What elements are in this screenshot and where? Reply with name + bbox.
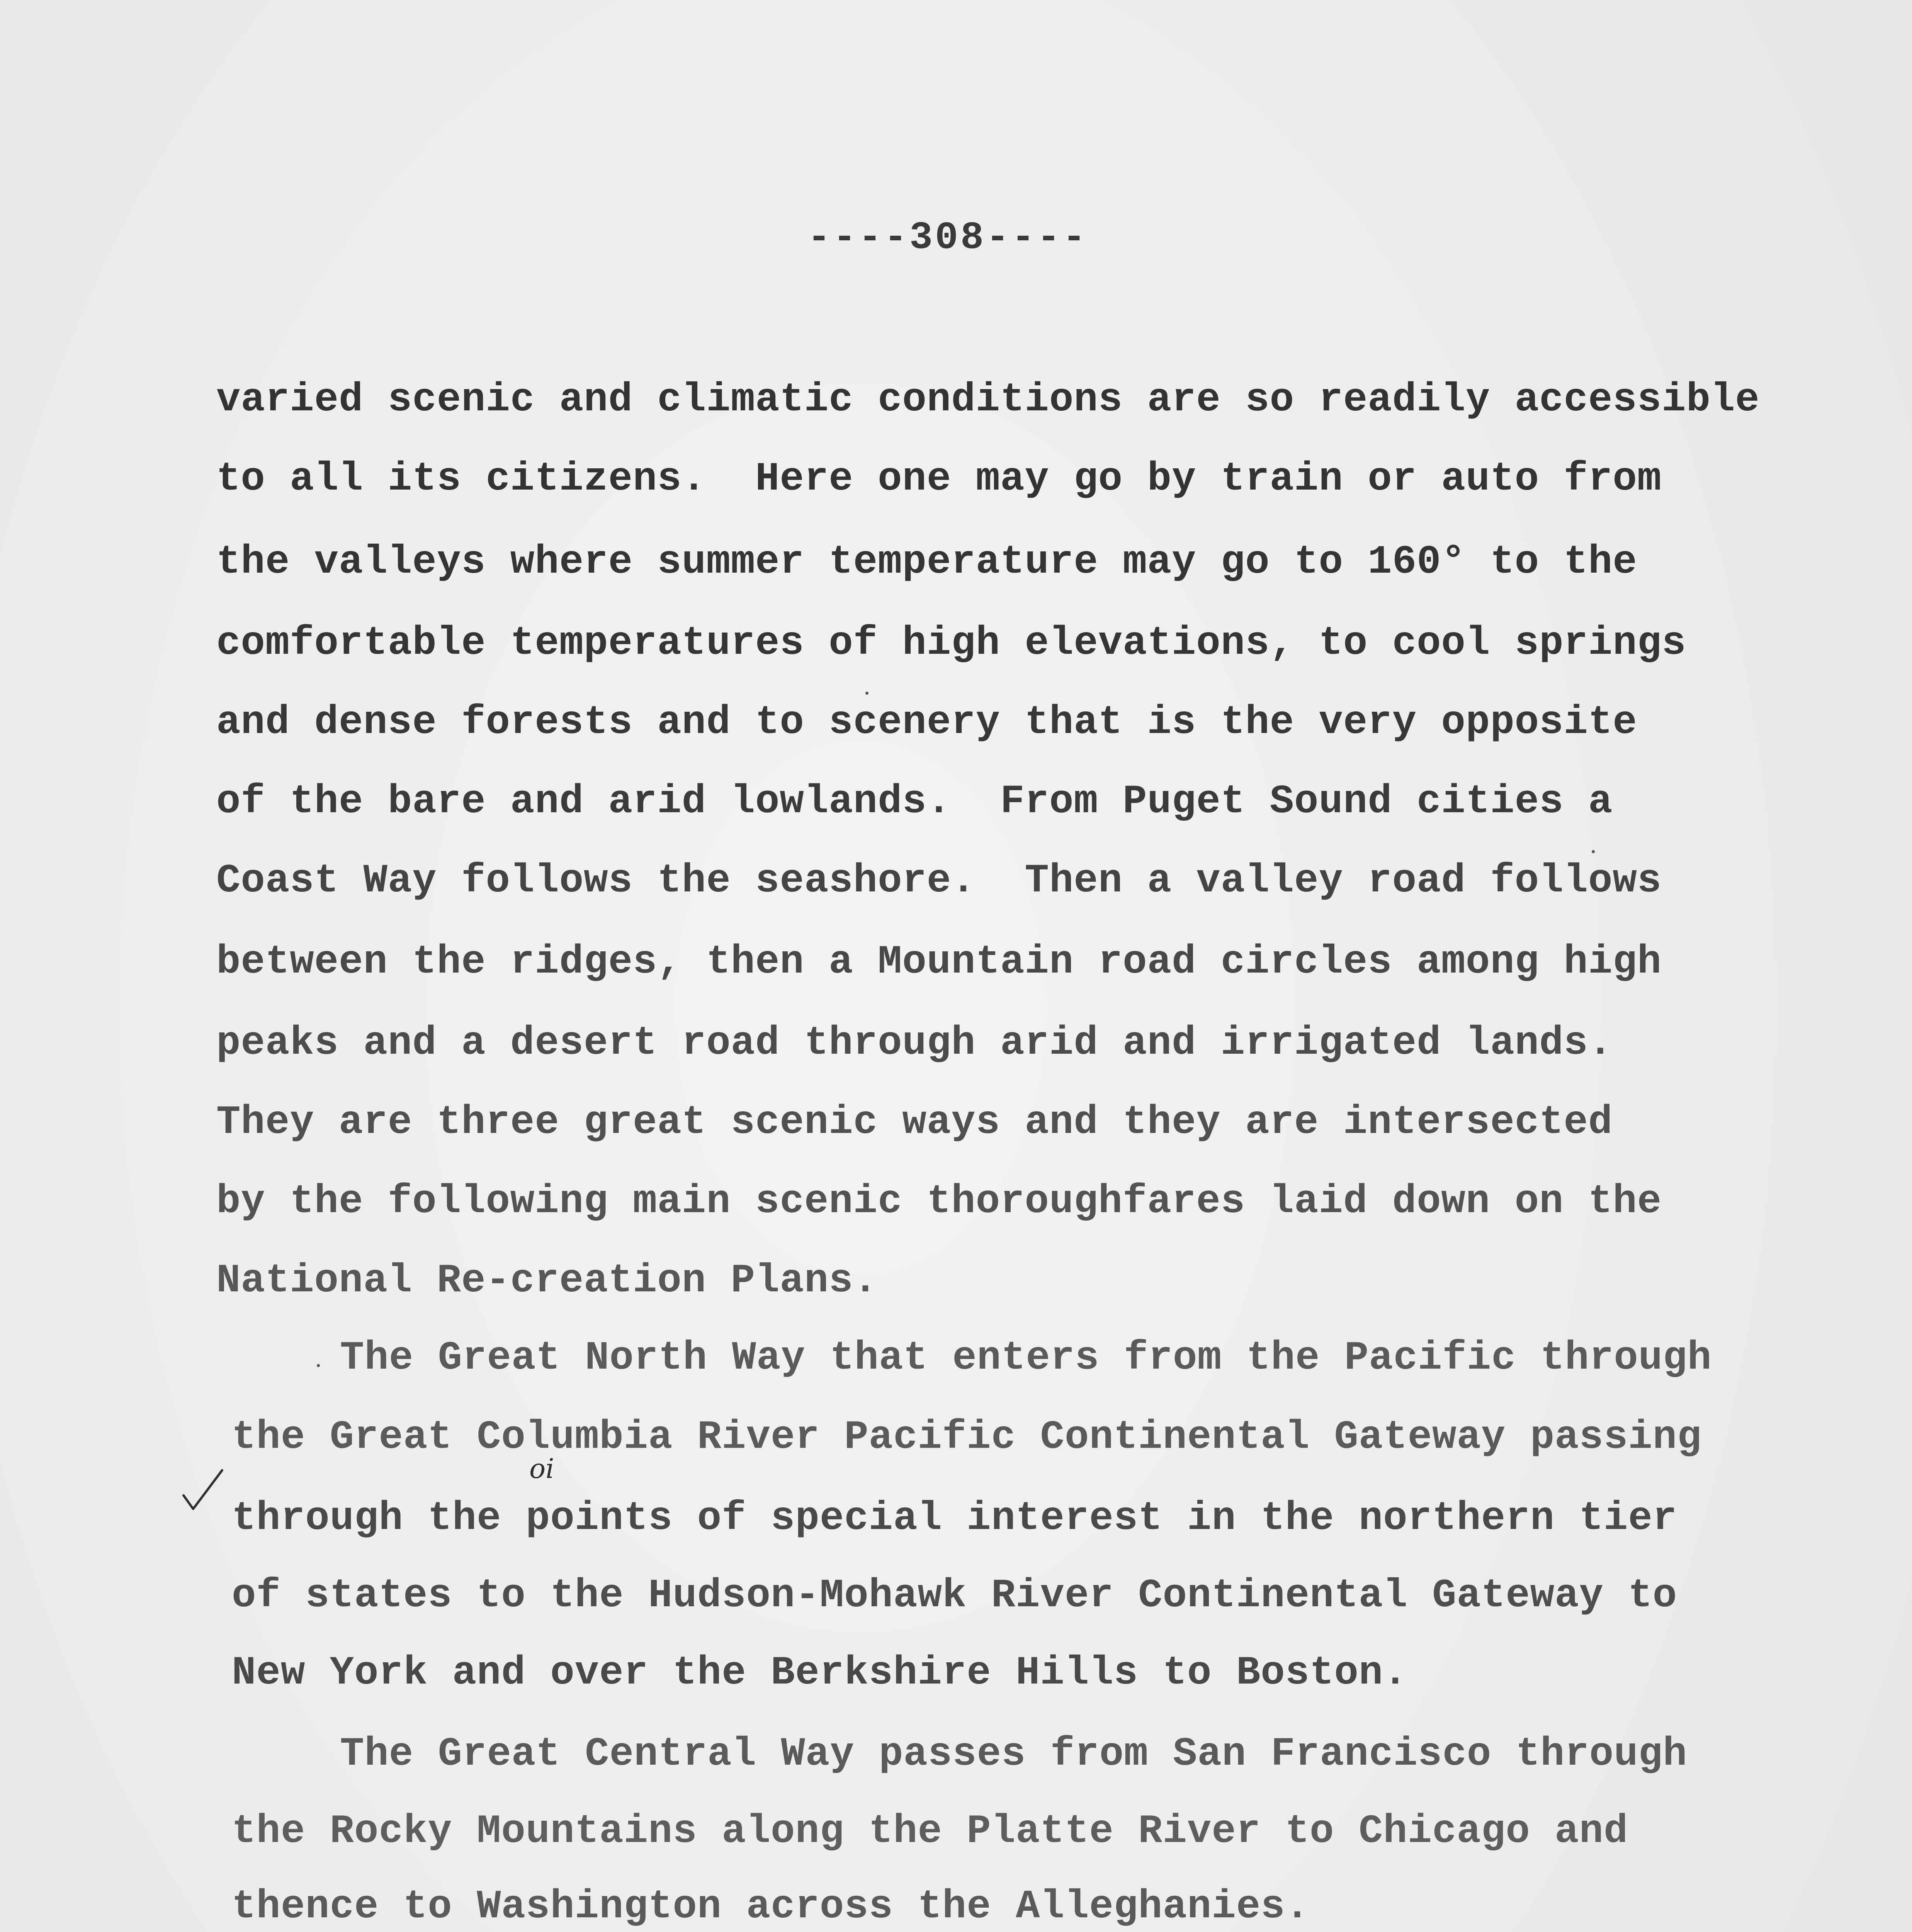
paragraph-start-line: The Great North Way that enters from the Pacific through (340, 1335, 1712, 1381)
text-line: of states to the Hudson-Mohawk River Continental Gateway to (232, 1573, 1677, 1619)
text-line: of the bare and arid lowlands. From Puget Sound cities a (216, 779, 1613, 825)
handwritten-correction: oi (529, 1453, 554, 1485)
check-mark-icon (182, 1468, 224, 1511)
paper-speck (317, 1364, 320, 1367)
text-line: the valleys where summer temperature may go to 160° to the (216, 539, 1637, 585)
page-number: ----308---- (807, 216, 1088, 260)
text-line: comfortable temperatures of high elevations, to cool springs (216, 621, 1686, 666)
text-line: and dense forests and to scenery that is the very opposite (216, 700, 1637, 745)
text-line: between the ridges, then a Mountain road circles among high (216, 939, 1662, 985)
text-line: to all its citizens. Here one may go by train or auto from (216, 456, 1662, 502)
paper-speck (1592, 850, 1595, 853)
text-line: through the points of special interest in the northern tier (232, 1496, 1677, 1541)
text-line: by the following main scenic thoroughfares laid down on the (216, 1179, 1662, 1225)
text-line: the Great Columbia River Pacific Continental Gateway passing (232, 1415, 1702, 1460)
text-line: New York and over the Berkshire Hills to Boston. (232, 1650, 1408, 1696)
paper-speck (865, 692, 868, 695)
text-line: Coast Way follows the seashore. Then a valley road follows (216, 858, 1662, 904)
text-line: National Re-creation Plans. (216, 1258, 878, 1304)
text-line: They are three great scenic ways and they are intersected (216, 1100, 1613, 1145)
paragraph-start-line: The Great Central Way passes from San Francisco through (340, 1731, 1688, 1777)
text-line: varied scenic and climatic conditions are so readily accessible (216, 377, 1760, 423)
text-line: peaks and a desert road through arid and irrigated lands. (216, 1020, 1613, 1066)
text-line: the Rocky Mountains along the Platte River to Chicago and (232, 1809, 1628, 1854)
text-line: thence to Washington across the Alleghanies. (232, 1884, 1310, 1930)
